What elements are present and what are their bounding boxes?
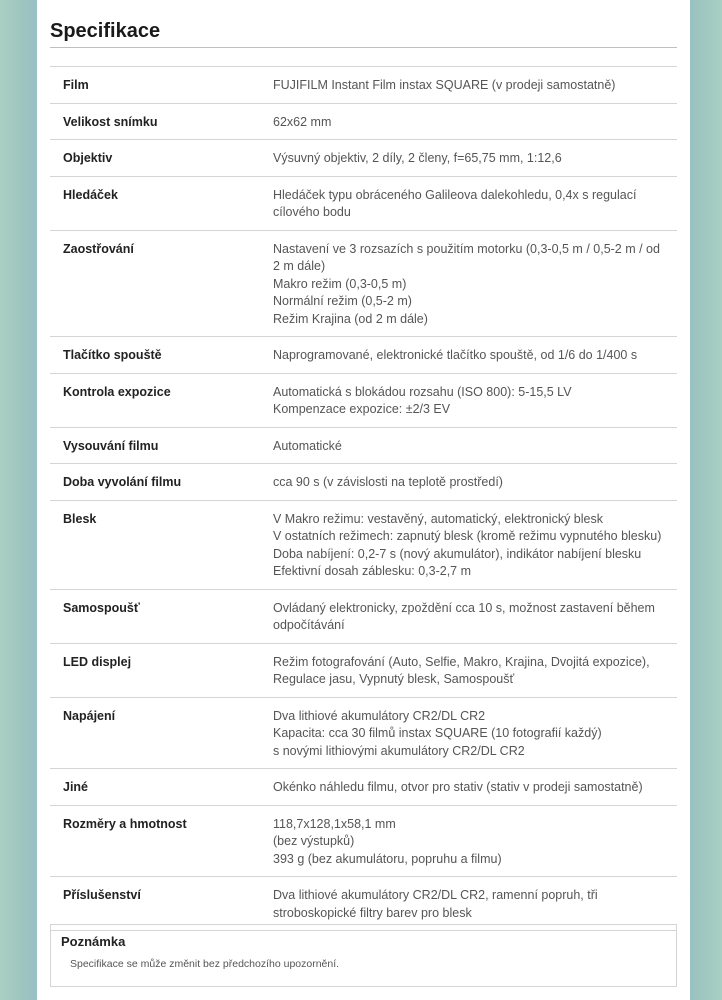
spec-row <box>50 176 677 230</box>
spec-row <box>50 464 677 501</box>
spec-row <box>50 643 677 697</box>
spec-value-line: Okénko náhledu filmu, otvor pro stativ (stativ v prodeji samostatně) <box>273 780 643 794</box>
spec-row <box>50 103 677 140</box>
spec-row <box>50 769 677 806</box>
spec-value-line: Doba nabíjení: 0,2-7 s (nový akumulátor), indikátor nabíjení blesku <box>273 546 642 561</box>
spec-value-line: V Makro režimu: vestavěný, automatický, elektronický blesk <box>273 511 603 526</box>
spec-row <box>50 589 677 643</box>
note-text: Specifikace se může změnit bez předchozího upozornění. <box>70 958 340 970</box>
spec-table <box>50 66 677 931</box>
spec-value-line: Ovládaný elektronicky, zpoždění cca 10 s, možnost zastavení během odpočítávání <box>273 600 655 632</box>
spec-value-line: Naprogramované, elektronické tlačítko spouště, od 1/6 do 1/400 s <box>273 348 638 362</box>
spec-label: Kontrola expozice <box>50 373 260 427</box>
spec-value-line: Režim Krajina (od 2 m dále) <box>273 311 428 326</box>
spec-value-line: Hledáček typu obráceného Galileova dalekohledu, 0,4x s regulací cílového bodu <box>273 187 637 219</box>
spec-value <box>260 67 677 104</box>
spec-label: Blesk <box>50 500 260 589</box>
title-divider <box>50 47 677 48</box>
spec-row <box>50 805 677 877</box>
spec-value <box>260 500 677 589</box>
spec-value-line: (bez výstupků) <box>273 834 355 848</box>
spec-value-line: Kapacita: cca 30 filmů instax SQUARE (10 fotografií každý) <box>273 726 602 740</box>
spec-value-line: Efektivní dosah záblesku: 0,3-2,7 m <box>273 564 472 578</box>
spec-value-line: Dva lithiové akumulátory CR2/DL CR2 <box>273 708 486 723</box>
spec-label: Napájení <box>50 697 260 769</box>
note-title: Poznámka <box>61 934 126 949</box>
spec-row <box>50 697 677 769</box>
spec-label: Doba vyvolání filmu <box>50 464 260 501</box>
spec-value <box>260 427 677 464</box>
spec-value-line: Automatická s blokádou rozsahu (ISO 800): 5-15,5 LV <box>273 384 572 399</box>
spec-value-line: Automatické <box>273 438 342 453</box>
spec-label: Hledáček <box>50 176 260 230</box>
spec-label: Příslušenství <box>50 877 260 931</box>
spec-value <box>260 103 677 140</box>
spec-value-line: V ostatních režimech: zapnutý blesk (kromě režimu vypnutého blesku) <box>273 529 662 543</box>
spec-value <box>260 176 677 230</box>
spec-label: Velikost snímku <box>50 103 260 140</box>
spec-value <box>260 643 677 697</box>
spec-value <box>260 140 677 177</box>
spec-value-line: Dva lithiové akumulátory CR2/DL CR2, ramenní popruh, tři stroboskopické filtry barev pro blesk <box>273 888 598 920</box>
spec-value-line: Výsuvný objektiv, 2 díly, 2 členy, f=65,75 mm, 1:12,6 <box>273 151 562 165</box>
spec-value-line: 118,7x128,1x58,1 mm <box>273 816 396 831</box>
spec-value-line: Nastavení ve 3 rozsazích s použitím motorku (0,3-0,5 m / 0,5-2 m / od 2 m dále) <box>273 241 660 273</box>
spec-row <box>50 140 677 177</box>
spec-value <box>260 697 677 769</box>
spec-label: Vysouvání filmu <box>50 427 260 464</box>
spec-value-line: Makro režim (0,3-0,5 m) <box>273 276 407 291</box>
spec-value <box>260 805 677 877</box>
spec-label: Zaostřování <box>50 230 260 337</box>
spec-value-line: Režim fotografování (Auto, Selfie, Makro, Krajina, Dvojitá expozice), Regulace jasu, Vypnutý blesk, Samospoušť <box>273 654 650 686</box>
spec-row <box>50 427 677 464</box>
spec-row <box>50 373 677 427</box>
spec-value <box>260 373 677 427</box>
spec-value <box>260 769 677 806</box>
spec-label: Tlačítko spouště <box>50 337 260 374</box>
spec-value-line: FUJIFILM Instant Film instax SQUARE (v prodeji samostatně) <box>273 78 616 92</box>
spec-value <box>260 877 677 931</box>
content-panel <box>37 0 690 1000</box>
note-box <box>50 924 677 987</box>
spec-table-body <box>50 67 677 931</box>
spec-value <box>260 337 677 374</box>
spec-value-line: 393 g (bez akumulátoru, popruhu a filmu) <box>273 851 502 866</box>
spec-value-line: 62x62 mm <box>273 114 332 129</box>
spec-row <box>50 337 677 374</box>
spec-label: Samospoušť <box>50 589 260 643</box>
spec-value-line: cca 90 s (v závislosti na teplotě prostředí) <box>273 475 503 489</box>
spec-value <box>260 230 677 337</box>
spec-label: Jiné <box>50 769 260 806</box>
spec-label: Objektiv <box>50 140 260 177</box>
spec-row <box>50 877 677 931</box>
spec-row <box>50 230 677 337</box>
spec-label: Film <box>50 67 260 104</box>
spec-row <box>50 67 677 104</box>
spec-value-line: Normální režim (0,5-2 m) <box>273 294 412 308</box>
spec-value-line: Kompenzace expozice: ±2/3 EV <box>273 402 451 416</box>
spec-label: LED displej <box>50 643 260 697</box>
spec-value-line: s novými lithiovými akumulátory CR2/DL CR2 <box>273 743 525 758</box>
spec-row <box>50 500 677 589</box>
spec-value <box>260 589 677 643</box>
spec-label: Rozměry a hmotnost <box>50 805 260 877</box>
spec-value <box>260 464 677 501</box>
section-title: Specifikace <box>50 20 161 42</box>
